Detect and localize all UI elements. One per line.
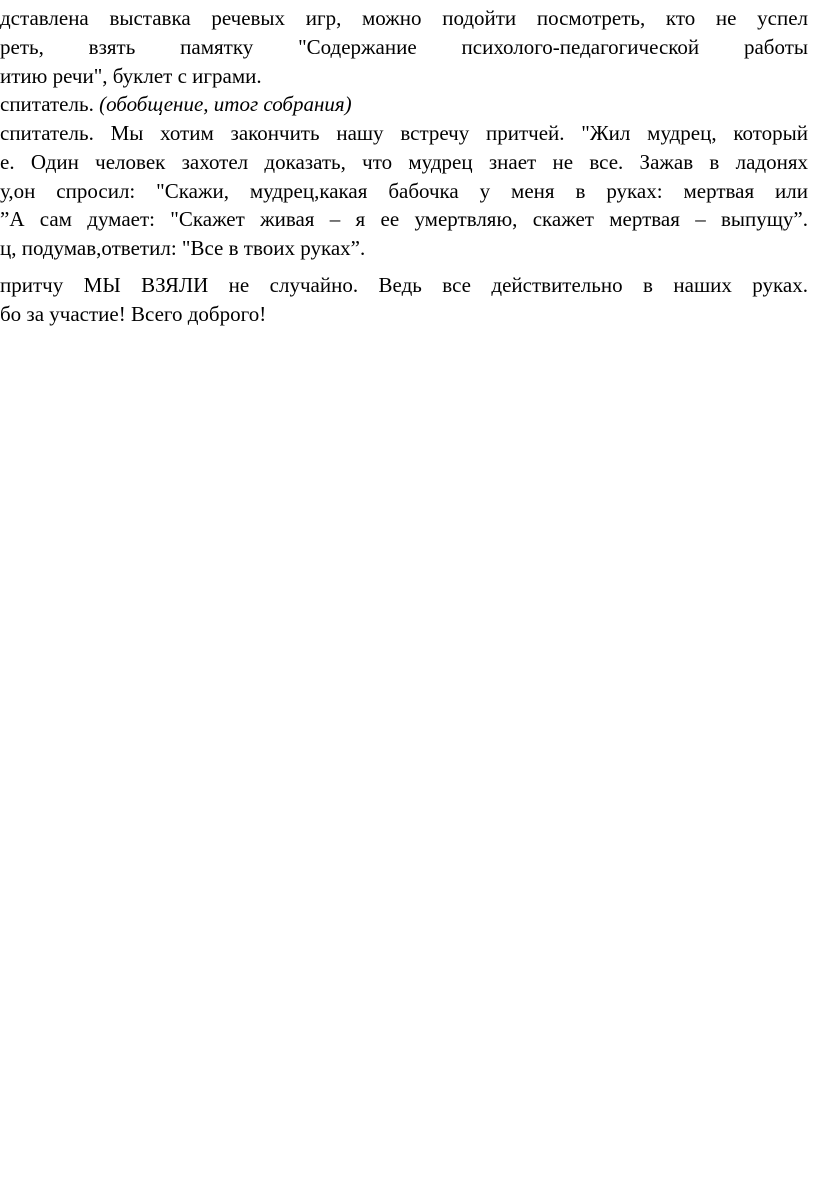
text-line: е. Один человек захотел доказать, что мудрец знает не все. Зажав в ладонях <box>0 149 808 174</box>
text-line: у,он спросил: "Скажи, мудрец,какая бабочка у меня в руках: мертвая или <box>0 178 808 203</box>
text-line: ”А сам думает: "Скажет живая – я ее умертвляю, скажет мертвая – выпущу”. <box>0 207 808 232</box>
text-line: итию речи", буклет с играми. <box>0 63 262 88</box>
text-line: ц, подумав,ответил: "Все в твоих руках”. <box>0 236 366 261</box>
speaker-label: спитатель. <box>0 92 94 116</box>
text-line <box>0 90 808 119</box>
text-line: притчу МЫ ВЗЯЛИ не случайно. Ведь все действительно в наших руках. <box>0 273 808 297</box>
paragraph-summary-heading <box>0 90 808 119</box>
text-line: бо за участие! Всего доброго! <box>0 301 267 326</box>
text-line: дставлена выставка речевых игр, можно подойти посмотреть, кто не успел <box>0 6 808 30</box>
text-line: реть, взять памятку "Содержание психолого-педагогической работы <box>0 34 808 59</box>
paragraph-parable <box>0 119 808 263</box>
paragraph-closing <box>0 271 808 329</box>
paragraph-speech-games-exhibition <box>0 4 808 90</box>
text-line: спитатель. Мы хотим закончить нашу встречу притчей. "Жил мудрец, который <box>0 121 808 145</box>
stage-note: (обобщение, итог собрания) <box>99 92 352 116</box>
